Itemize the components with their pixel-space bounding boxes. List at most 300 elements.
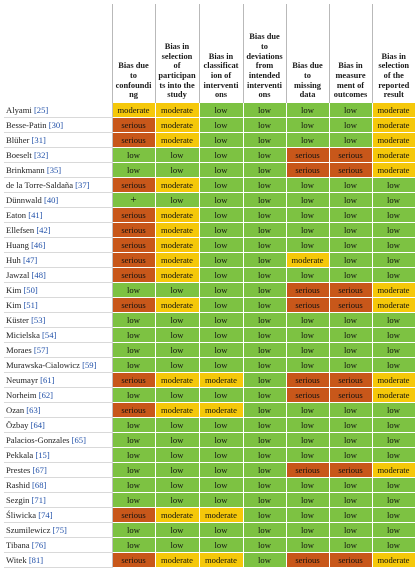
rating-cell: low <box>372 208 415 223</box>
rating-cell: serious <box>112 403 155 418</box>
rating-cell: low <box>243 328 286 343</box>
rating-cell: low <box>372 478 415 493</box>
study-name: Palacios-Gonzales [65] <box>4 433 112 448</box>
rating-cell: low <box>243 178 286 193</box>
study-name: Huh [47] <box>4 253 112 268</box>
rating-cell: low <box>112 328 155 343</box>
rating-cell: moderate <box>199 373 243 388</box>
rating-cell: low <box>243 478 286 493</box>
rating-cell: low <box>199 103 243 118</box>
rating-cell: low <box>155 193 199 208</box>
rating-cell: serious <box>112 508 155 523</box>
study-name: Pekkala [15] <box>4 448 112 463</box>
study-name: Sezgin [71] <box>4 493 112 508</box>
rating-cell: moderate <box>372 283 415 298</box>
table-row <box>4 298 415 313</box>
column-header: Bias due to confoundi ng <box>112 4 155 103</box>
citation-link[interactable]: [67] <box>32 465 47 475</box>
rating-cell: moderate <box>372 103 415 118</box>
citation-link[interactable]: [35] <box>46 165 62 175</box>
rating-cell: low <box>243 463 286 478</box>
rating-cell: low <box>243 358 286 373</box>
rating-cell: low <box>286 223 329 238</box>
citation-link[interactable]: [15] <box>35 450 50 460</box>
study-name: Prestes [67] <box>4 463 112 478</box>
table-row <box>4 388 415 403</box>
rating-cell: low <box>243 433 286 448</box>
rating-cell: serious <box>286 163 329 178</box>
rating-cell: low <box>155 313 199 328</box>
rating-cell: serious <box>112 298 155 313</box>
rating-cell: low <box>155 538 199 553</box>
rating-cell: low <box>243 493 286 508</box>
rating-cell: low <box>286 358 329 373</box>
rating-cell: low <box>243 253 286 268</box>
rating-cell: low <box>155 388 199 403</box>
rating-cell: serious <box>112 373 155 388</box>
rating-cell: low <box>286 178 329 193</box>
citation-link[interactable]: [65] <box>71 435 86 445</box>
citation-link[interactable]: [31] <box>31 135 46 145</box>
rating-cell: low <box>329 508 372 523</box>
rating-cell: low <box>199 148 243 163</box>
rating-cell: moderate <box>155 133 199 148</box>
table-row <box>4 133 415 148</box>
rating-cell: serious <box>286 373 329 388</box>
rating-cell: low <box>243 268 286 283</box>
rating-cell: moderate <box>155 178 199 193</box>
rating-cell: moderate <box>199 403 243 418</box>
rating-cell: low <box>286 478 329 493</box>
citation-link[interactable]: [54] <box>42 330 57 340</box>
rating-cell: low <box>372 358 415 373</box>
rating-cell: low <box>372 238 415 253</box>
table-row <box>4 238 415 253</box>
rating-cell: low <box>243 508 286 523</box>
rating-cell: low <box>329 358 372 373</box>
rating-cell: serious <box>329 298 372 313</box>
rating-cell: low <box>286 118 329 133</box>
table-row <box>4 193 415 208</box>
study-name: Kim [50] <box>4 283 112 298</box>
citation-link[interactable]: [51] <box>23 300 38 310</box>
rating-cell: low <box>329 418 372 433</box>
rating-cell: low <box>286 448 329 463</box>
table-row <box>4 478 415 493</box>
rating-cell: low <box>243 118 286 133</box>
rating-cell: low <box>112 448 155 463</box>
rating-cell: low <box>329 448 372 463</box>
rating-cell: low <box>286 523 329 538</box>
rating-cell: moderate <box>155 208 199 223</box>
citation-link[interactable]: [61] <box>40 375 55 385</box>
rating-cell: low <box>372 313 415 328</box>
rating-cell: low <box>329 328 372 343</box>
citation-link[interactable]: [81] <box>28 555 44 565</box>
rating-cell: low <box>243 133 286 148</box>
citation-link[interactable]: [59] <box>82 360 97 370</box>
rating-cell: low <box>329 178 372 193</box>
rating-cell: low <box>329 103 372 118</box>
rating-cell: moderate <box>372 463 415 478</box>
citation-link[interactable]: [25] <box>33 105 49 115</box>
rating-cell: moderate <box>155 103 199 118</box>
rating-cell: low <box>286 403 329 418</box>
rating-cell: low <box>199 118 243 133</box>
table-row <box>4 163 415 178</box>
rating-cell: low <box>286 508 329 523</box>
rating-cell: low <box>199 418 243 433</box>
study-name: Moraes [57] <box>4 343 112 358</box>
rating-cell: low <box>155 418 199 433</box>
rating-cell: serious <box>286 298 329 313</box>
rating-cell: low <box>199 268 243 283</box>
rating-cell: low <box>329 403 372 418</box>
rating-cell: moderate <box>199 508 243 523</box>
rating-cell: low <box>243 403 286 418</box>
rating-cell: low <box>155 358 199 373</box>
citation-link[interactable]: [48] <box>31 270 46 280</box>
rating-cell: low <box>372 508 415 523</box>
rating-cell: low <box>243 283 286 298</box>
rating-cell: low <box>286 433 329 448</box>
rating-cell: low <box>199 253 243 268</box>
study-name: Ozan [63] <box>4 403 112 418</box>
rating-cell: low <box>243 208 286 223</box>
citation-link[interactable]: [74] <box>38 510 53 520</box>
rating-cell: low <box>199 193 243 208</box>
rating-cell: low <box>329 433 372 448</box>
rating-cell: serious <box>112 178 155 193</box>
rating-cell: moderate <box>199 553 243 568</box>
rating-cell: serious <box>329 463 372 478</box>
rating-cell: low <box>329 523 372 538</box>
study-name: Ellefsen [42] <box>4 223 112 238</box>
rating-cell: low <box>329 208 372 223</box>
table-row <box>4 553 415 568</box>
study-name: Kim [51] <box>4 298 112 313</box>
table-row <box>4 508 415 523</box>
table-row <box>4 208 415 223</box>
rating-cell: low <box>286 268 329 283</box>
rating-cell: low <box>199 433 243 448</box>
citation-link[interactable]: [62] <box>38 390 54 400</box>
rating-cell: low <box>372 433 415 448</box>
rating-cell: low <box>329 343 372 358</box>
study-name: Blüher [31] <box>4 133 112 148</box>
rating-cell: low <box>112 433 155 448</box>
rating-cell: low <box>199 478 243 493</box>
rating-cell: serious <box>112 208 155 223</box>
rating-cell: low <box>112 283 155 298</box>
rating-cell: low <box>243 373 286 388</box>
rating-cell: serious <box>112 133 155 148</box>
rating-cell: low <box>372 538 415 553</box>
citation-link[interactable]: [41] <box>28 210 43 220</box>
rating-cell: low <box>329 493 372 508</box>
study-name: Alyami [25] <box>4 103 112 118</box>
header-study <box>4 4 112 103</box>
study-name: Szumilewicz [75] <box>4 523 112 538</box>
rating-cell: low <box>199 328 243 343</box>
rating-cell: low <box>199 283 243 298</box>
citation-link[interactable]: [50] <box>23 285 38 295</box>
rating-cell: low <box>243 223 286 238</box>
rating-cell: low <box>243 418 286 433</box>
rating-cell: low <box>286 493 329 508</box>
rating-cell: low <box>243 163 286 178</box>
rating-cell: moderate <box>155 403 199 418</box>
rating-cell: low <box>243 313 286 328</box>
column-header: Bias due to missing data <box>286 4 329 103</box>
rating-cell: low <box>372 493 415 508</box>
table-row <box>4 313 415 328</box>
rating-cell: low <box>372 403 415 418</box>
rating-cell: moderate <box>372 118 415 133</box>
risk-of-bias-table <box>4 4 416 568</box>
rating-cell: low <box>112 343 155 358</box>
rating-cell: low <box>199 133 243 148</box>
rating-cell: moderate <box>112 103 155 118</box>
column-header: Bias in measure ment of outcomes <box>329 4 372 103</box>
rating-cell: moderate <box>372 373 415 388</box>
table-row <box>4 538 415 553</box>
rating-cell: moderate <box>372 298 415 313</box>
rating-cell: low <box>243 343 286 358</box>
rating-cell: low <box>329 118 372 133</box>
citation-link[interactable]: [40] <box>43 195 59 205</box>
rating-cell: low <box>199 448 243 463</box>
column-header: Bias in selection of participan ts into the study <box>155 4 199 103</box>
table-row <box>4 418 415 433</box>
rating-cell: serious <box>286 148 329 163</box>
table-row <box>4 223 415 238</box>
rating-cell: moderate <box>372 163 415 178</box>
table-row <box>4 433 415 448</box>
rating-cell: low <box>372 343 415 358</box>
rating-cell: low <box>155 523 199 538</box>
rating-cell: moderate <box>155 268 199 283</box>
rating-cell: low <box>243 148 286 163</box>
study-name: Özbay [64] <box>4 418 112 433</box>
rating-cell: moderate <box>155 553 199 568</box>
citation-link[interactable]: [57] <box>33 345 49 355</box>
rating-cell: serious <box>112 238 155 253</box>
rating-cell: low <box>243 538 286 553</box>
rating-cell: low <box>199 343 243 358</box>
rating-cell: low <box>155 148 199 163</box>
rating-cell: serious <box>112 268 155 283</box>
table-row <box>4 523 415 538</box>
rating-cell: serious <box>286 463 329 478</box>
rating-cell: low <box>329 313 372 328</box>
rating-cell: low <box>199 523 243 538</box>
study-name: Eaton [41] <box>4 208 112 223</box>
rating-cell: moderate <box>155 298 199 313</box>
rating-cell: low <box>199 238 243 253</box>
study-name: Micielska [54] <box>4 328 112 343</box>
rating-cell: low <box>286 343 329 358</box>
rating-cell: low <box>329 133 372 148</box>
table-row <box>4 283 415 298</box>
citation-link[interactable]: [30] <box>48 120 64 130</box>
rating-cell: low <box>112 163 155 178</box>
table-row <box>4 178 415 193</box>
rating-cell: low <box>199 388 243 403</box>
rating-cell: low <box>112 148 155 163</box>
header-row <box>4 4 415 103</box>
rating-cell: low <box>112 478 155 493</box>
rating-cell: low <box>372 448 415 463</box>
rating-cell: low <box>372 418 415 433</box>
rating-cell: low <box>329 268 372 283</box>
table-row <box>4 358 415 373</box>
rating-cell: low <box>112 493 155 508</box>
rating-cell: low <box>199 463 243 478</box>
rating-cell: moderate <box>155 508 199 523</box>
rating-cell: low <box>199 178 243 193</box>
citation-link[interactable]: [64] <box>30 420 45 430</box>
rating-cell: low <box>155 478 199 493</box>
table-row <box>4 493 415 508</box>
rating-cell: serious <box>286 553 329 568</box>
table-row <box>4 118 415 133</box>
citation-link[interactable]: [71] <box>31 495 46 505</box>
rating-cell: low <box>286 208 329 223</box>
rating-cell: low <box>112 538 155 553</box>
rating-cell: low <box>112 523 155 538</box>
rating-cell: low <box>243 193 286 208</box>
rating-cell: serious <box>329 373 372 388</box>
rating-cell: low <box>112 418 155 433</box>
citation-link[interactable]: [47] <box>22 255 38 265</box>
rating-cell: serious <box>112 118 155 133</box>
study-name: Brinkmann [35] <box>4 163 112 178</box>
citation-link[interactable]: [68] <box>32 480 47 490</box>
rating-cell: + <box>112 193 155 208</box>
citation-link[interactable]: [37] <box>75 180 90 190</box>
citation-link[interactable]: [46] <box>31 240 46 250</box>
rating-cell: low <box>329 478 372 493</box>
rating-cell: low <box>155 463 199 478</box>
rating-cell: low <box>112 388 155 403</box>
rating-cell: moderate <box>372 133 415 148</box>
rating-cell: low <box>199 358 243 373</box>
rating-cell: low <box>112 463 155 478</box>
rating-cell: low <box>199 313 243 328</box>
rating-cell: serious <box>112 223 155 238</box>
rating-cell: serious <box>286 283 329 298</box>
study-name: Norheim [62] <box>4 388 112 403</box>
rating-cell: low <box>286 193 329 208</box>
rating-cell: low <box>286 238 329 253</box>
rating-cell: low <box>155 493 199 508</box>
rating-cell: low <box>155 448 199 463</box>
rating-cell: low <box>372 328 415 343</box>
rating-cell: serious <box>329 163 372 178</box>
rating-cell: moderate <box>155 118 199 133</box>
table-row <box>4 148 415 163</box>
rating-cell: serious <box>112 253 155 268</box>
study-name: Tibana [76] <box>4 538 112 553</box>
rating-cell: low <box>199 223 243 238</box>
table-row <box>4 403 415 418</box>
rating-cell: low <box>243 448 286 463</box>
study-name: Dünnwald [40] <box>4 193 112 208</box>
rating-cell: low <box>243 103 286 118</box>
citation-link[interactable]: [42] <box>36 225 51 235</box>
rating-cell: low <box>372 178 415 193</box>
rating-cell: low <box>199 298 243 313</box>
rating-cell: low <box>286 328 329 343</box>
rating-cell: moderate <box>155 238 199 253</box>
table-row <box>4 373 415 388</box>
rating-cell: low <box>329 538 372 553</box>
rating-cell: low <box>199 493 243 508</box>
study-name: de la Torre-Saldaña [37] <box>4 178 112 193</box>
citation-link[interactable]: [76] <box>31 540 47 550</box>
table-row <box>4 343 415 358</box>
rating-cell: serious <box>329 283 372 298</box>
rating-cell: low <box>199 208 243 223</box>
table-row <box>4 328 415 343</box>
rating-cell: low <box>286 538 329 553</box>
rating-cell: low <box>112 358 155 373</box>
citation-link[interactable]: [63] <box>26 405 41 415</box>
citation-link[interactable]: [53] <box>31 315 46 325</box>
rating-cell: low <box>199 163 243 178</box>
rating-cell: low <box>155 283 199 298</box>
rating-cell: low <box>155 328 199 343</box>
rating-cell: low <box>372 223 415 238</box>
study-name: Śliwicka [74] <box>4 508 112 523</box>
rating-cell: low <box>243 388 286 403</box>
column-header: Bias in selection of the reported result <box>372 4 415 103</box>
rating-cell: moderate <box>372 148 415 163</box>
rating-cell: low <box>329 253 372 268</box>
rating-cell: low <box>155 163 199 178</box>
citation-link[interactable]: [75] <box>52 525 67 535</box>
rating-cell: moderate <box>286 253 329 268</box>
rating-cell: low <box>243 298 286 313</box>
table-row <box>4 448 415 463</box>
rating-cell: moderate <box>155 253 199 268</box>
rating-cell: serious <box>112 553 155 568</box>
citation-link[interactable]: [32] <box>33 150 49 160</box>
rating-cell: low <box>243 523 286 538</box>
rating-cell: low <box>243 553 286 568</box>
table-row <box>4 253 415 268</box>
table-row <box>4 268 415 283</box>
rating-cell: low <box>155 433 199 448</box>
study-name: Rashid [68] <box>4 478 112 493</box>
study-name: Murawska-Cialowicz [59] <box>4 358 112 373</box>
rating-cell: low <box>286 313 329 328</box>
rating-cell: low <box>329 223 372 238</box>
study-name: Boeselt [32] <box>4 148 112 163</box>
study-name: Küster [53] <box>4 313 112 328</box>
rating-cell: low <box>372 523 415 538</box>
rating-cell: low <box>329 193 372 208</box>
study-name: Witek [81] <box>4 553 112 568</box>
rating-cell: moderate <box>372 388 415 403</box>
table-row <box>4 463 415 478</box>
rating-cell: serious <box>286 388 329 403</box>
study-name: Jawzal [48] <box>4 268 112 283</box>
rating-cell: low <box>112 313 155 328</box>
rating-cell: moderate <box>155 223 199 238</box>
table-row <box>4 103 415 118</box>
